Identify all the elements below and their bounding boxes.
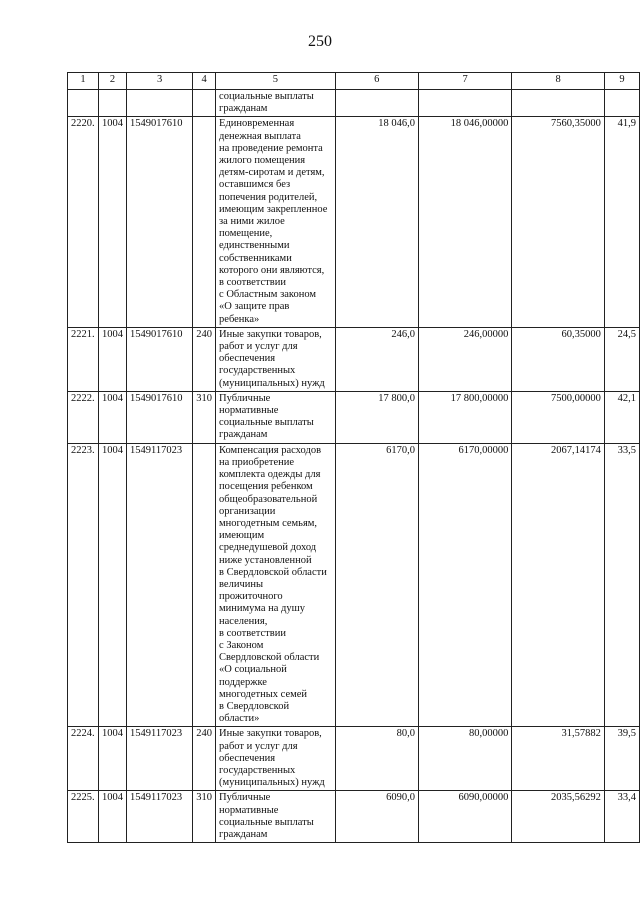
- execution-percent: 33,4: [604, 791, 639, 843]
- item-name: социальные выплаты гражданам: [216, 90, 336, 117]
- planned-amount-precise: 18 046,00000: [418, 117, 511, 327]
- row-number: 2220.: [68, 117, 99, 327]
- execution-percent: 42,1: [604, 391, 639, 443]
- header-col-7: 7: [418, 73, 511, 90]
- executed-amount: 7560,35000: [512, 117, 605, 327]
- execution-percent: 39,5: [604, 727, 639, 791]
- item-name: Иные закупки товаров, работ и услуг для обеспечения государственных (муниципальных) нужд: [216, 327, 336, 391]
- section-code: 1004: [98, 327, 126, 391]
- budget-table: [67, 72, 640, 843]
- target-article-code: 1549117023: [126, 791, 192, 843]
- row-number: 2222.: [68, 391, 99, 443]
- table-row: [68, 443, 640, 727]
- item-name: Публичные нормативные социальные выплаты гражданам: [216, 791, 336, 843]
- execution-percent: 24,5: [604, 327, 639, 391]
- section-code: [98, 90, 126, 117]
- header-col-5: 5: [216, 73, 336, 90]
- section-code: 1004: [98, 791, 126, 843]
- header-col-1: 1: [68, 73, 99, 90]
- target-article-code: 1549117023: [126, 727, 192, 791]
- planned-amount-precise: 17 800,00000: [418, 391, 511, 443]
- header-col-8: 8: [512, 73, 605, 90]
- row-number: 2223.: [68, 443, 99, 727]
- planned-amount-precise: 80,00000: [418, 727, 511, 791]
- item-name: Единовременная денежная выплата на проведение ремонта жилого помещения детям-сиротам и детям, оставшимся без попечения родителей, имеющим закрепленное за ними жилое помещение, единственными собственниками которого они являются, в соответствии с Областным законом «О защите прав ребенка»: [216, 117, 336, 327]
- header-col-4: 4: [193, 73, 216, 90]
- planned-amount: 246,0: [335, 327, 418, 391]
- planned-amount: 6170,0: [335, 443, 418, 727]
- executed-amount: 60,35000: [512, 327, 605, 391]
- expense-type-code: 310: [193, 791, 216, 843]
- executed-amount: 31,57882: [512, 727, 605, 791]
- expense-type-code: 240: [193, 727, 216, 791]
- expense-type-code: [193, 117, 216, 327]
- header-col-2: 2: [98, 73, 126, 90]
- execution-percent: [604, 90, 639, 117]
- section-code: 1004: [98, 117, 126, 327]
- row-number: 2221.: [68, 327, 99, 391]
- row-number: [68, 90, 99, 117]
- expense-type-code: 240: [193, 327, 216, 391]
- header-col-3: 3: [126, 73, 192, 90]
- planned-amount: [335, 90, 418, 117]
- item-name: Публичные нормативные социальные выплаты гражданам: [216, 391, 336, 443]
- executed-amount: [512, 90, 605, 117]
- executed-amount: 7500,00000: [512, 391, 605, 443]
- planned-amount: 18 046,0: [335, 117, 418, 327]
- target-article-code: 1549017610: [126, 391, 192, 443]
- section-code: 1004: [98, 727, 126, 791]
- header-row: [68, 73, 640, 90]
- row-number: 2224.: [68, 727, 99, 791]
- target-article-code: [126, 90, 192, 117]
- target-article-code: 1549017610: [126, 327, 192, 391]
- table-row: [68, 727, 640, 791]
- section-code: 1004: [98, 391, 126, 443]
- table-row: [68, 391, 640, 443]
- item-name: Иные закупки товаров, работ и услуг для обеспечения государственных (муниципальных) нужд: [216, 727, 336, 791]
- expense-type-code: [193, 443, 216, 727]
- planned-amount: 6090,0: [335, 791, 418, 843]
- table-row: [68, 90, 640, 117]
- expense-type-code: [193, 90, 216, 117]
- expense-type-code: 310: [193, 391, 216, 443]
- table-row: [68, 117, 640, 327]
- planned-amount: 80,0: [335, 727, 418, 791]
- execution-percent: 41,9: [604, 117, 639, 327]
- executed-amount: 2035,56292: [512, 791, 605, 843]
- planned-amount-precise: 6090,00000: [418, 791, 511, 843]
- planned-amount: 17 800,0: [335, 391, 418, 443]
- planned-amount-precise: 6170,00000: [418, 443, 511, 727]
- header-col-9: 9: [604, 73, 639, 90]
- table-body: [68, 73, 640, 843]
- planned-amount-precise: [418, 90, 511, 117]
- table-row: [68, 327, 640, 391]
- executed-amount: 2067,14174: [512, 443, 605, 727]
- target-article-code: 1549017610: [126, 117, 192, 327]
- header-col-6: 6: [335, 73, 418, 90]
- item-name: Компенсация расходов на приобретение комплекта одежды для посещения ребенком общеобразовательной организации многодетным семьям, имеющим среднедушевой доход ниже установленной в Свердловской области величины прожиточного минимума на душу населения, в соответствии с Законом Свердловской области «О социальной поддержке многодетных семей в Свердловской области»: [216, 443, 336, 727]
- planned-amount-precise: 246,00000: [418, 327, 511, 391]
- section-code: 1004: [98, 443, 126, 727]
- row-number: 2225.: [68, 791, 99, 843]
- table-row: [68, 791, 640, 843]
- target-article-code: 1549117023: [126, 443, 192, 727]
- page-number: 250: [308, 33, 332, 50]
- execution-percent: 33,5: [604, 443, 639, 727]
